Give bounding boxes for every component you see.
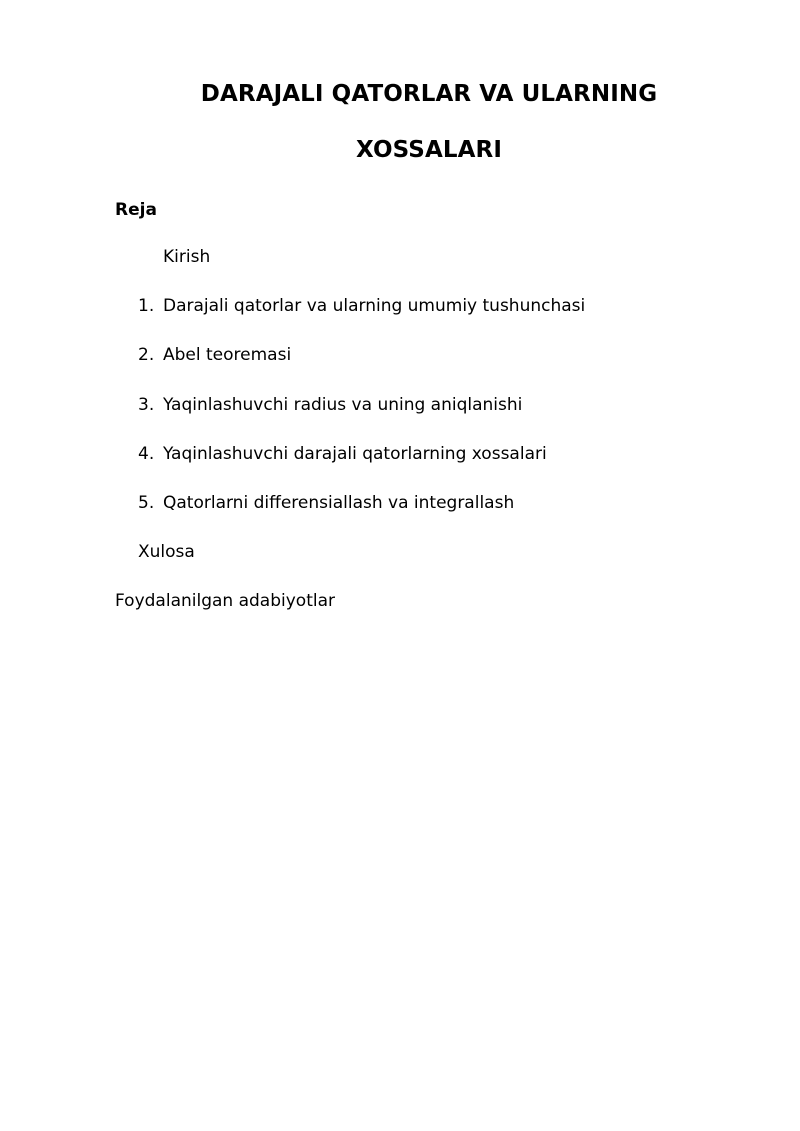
plan-item-number: 1. bbox=[138, 296, 155, 316]
plan-item-1 bbox=[138, 296, 585, 316]
plan-item-2 bbox=[138, 345, 291, 365]
plan-item-text: Yaqinlashuvchi radius va uning aniqlanishi bbox=[163, 395, 523, 415]
plan-references: Foydalanilgan adabiyotlar bbox=[115, 591, 335, 611]
plan-item-number: 2. bbox=[138, 345, 155, 365]
plan-intro: Kirish bbox=[163, 247, 211, 267]
plan-item-text: Yaqinlashuvchi darajali qatorlarning xossalari bbox=[163, 444, 547, 464]
plan-item-4 bbox=[138, 444, 547, 464]
plan-item-text: Abel teoremasi bbox=[163, 345, 292, 365]
plan-conclusion: Xulosa bbox=[138, 542, 195, 562]
plan-item-3 bbox=[138, 395, 522, 415]
document-title-line-2: XOSSALARI bbox=[356, 137, 502, 163]
plan-item-number: 3. bbox=[138, 395, 155, 415]
plan-item-text: Qatorlarni differensiallash va integrallash bbox=[163, 493, 515, 513]
plan-item-text: Darajali qatorlar va ularning umumiy tushunchasi bbox=[163, 296, 586, 316]
plan-item-number: 5. bbox=[138, 493, 155, 513]
plan-item-number: 4. bbox=[138, 444, 155, 464]
plan-heading: Reja bbox=[115, 200, 157, 220]
plan-item-5 bbox=[138, 493, 514, 513]
document-title-line-1: DARAJALI QATORLAR VA ULARNING bbox=[200, 81, 658, 107]
